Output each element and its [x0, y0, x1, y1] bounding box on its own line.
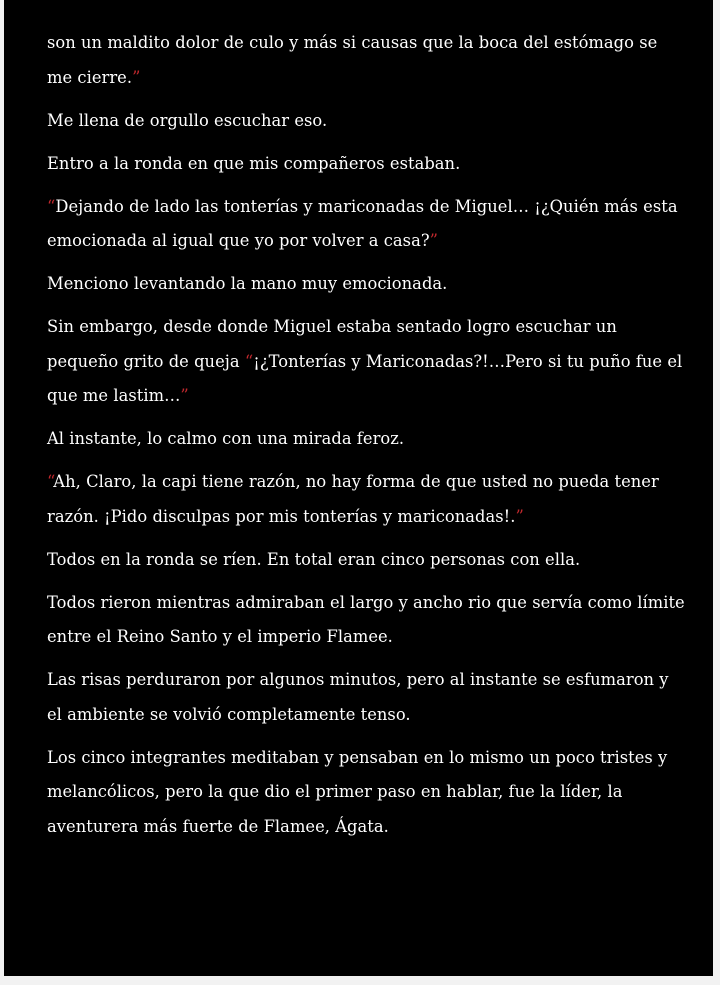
close-quote: ”: [132, 67, 141, 87]
open-quote: “: [47, 196, 56, 216]
paragraph: son un maldito dolor de culo y más si causas que la boca del estómago se me cierre.”: [47, 33, 658, 87]
paragraph: Todos en la ronda se ríen. En total eran cinco personas con ella.: [47, 549, 581, 569]
document-page: [4, 0, 713, 976]
paragraph: Las risas perduraron por algunos minutos, pero al instante se esfumaron y el ambiente se volvió completamente tenso.: [47, 670, 669, 724]
paragraph: Todos rieron mientras admiraban el largo y ancho rio que servía como límite entre el Reino Santo y el imperio Flamee.: [47, 592, 685, 646]
paragraph: Sin embargo, desde donde Miguel estaba sentado logro escuchar un pequeño grito de queja “¡¿Tonterías y Mariconadas?!…Pero si tu puño fue el que me lastim…”: [47, 317, 683, 405]
open-quote: “: [47, 472, 54, 491]
paragraph: Los cinco integrantes meditaban y pensaban en lo mismo un poco tristes y melancólicos, pero la que dio el primer paso en hablar, fue la líder, la aventurera más fuerte de Flamee, Ágata.: [47, 747, 668, 836]
close-quote: ”: [180, 386, 189, 405]
open-quote: “: [244, 351, 254, 371]
close-quote: ”: [515, 506, 524, 526]
paragraph: Al instante, lo calmo con una mirada feroz.: [47, 429, 405, 448]
paragraph: Menciono levantando la mano muy emocionada.: [47, 274, 448, 293]
paragraph: “Dejando de lado las tonterías y mariconadas de Miguel… ¡¿Quién más esta emocionada al igual que yo por volver a casa?”: [47, 196, 678, 250]
paragraph: “Ah, Claro, la capi tiene razón, no hay forma de que usted no pueda tener razón. ¡Pido disculpas por mis tonterías y mariconadas!.”: [47, 472, 659, 526]
paragraph: Entro a la ronda en que mis compañeros estaban.: [47, 153, 461, 173]
story-text: [47, 26, 687, 853]
close-quote: ”: [429, 231, 438, 250]
paragraph: Me llena de orgullo escuchar eso.: [47, 110, 328, 130]
